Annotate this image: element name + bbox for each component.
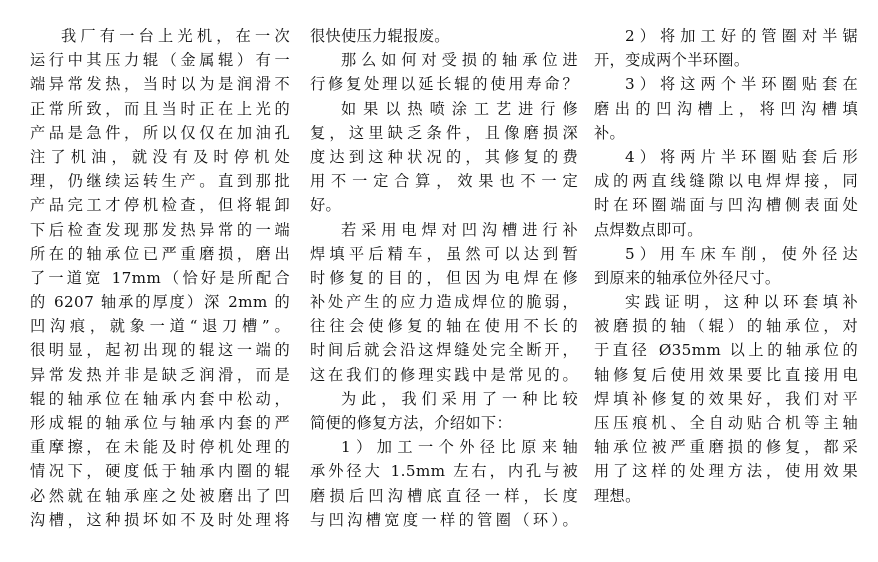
- text-line: 到原来的轴承位外径尺寸。: [594, 268, 781, 287]
- text-line: 点焊数点即可。: [594, 220, 703, 239]
- text-column-1: [30, 24, 290, 532]
- text-column-3: [594, 24, 858, 508]
- text-line: 度达到这种状况的，其修复的费: [310, 147, 578, 166]
- text-line: 5）用车床车削，使外径达: [625, 244, 858, 263]
- text-line: 重摩擦，在未能及时停机处理的: [30, 438, 290, 457]
- text-line: 承外径大 1.5mm 左右，内孔与被: [310, 462, 578, 481]
- text-line: 下后检查发现那发热异常的一端: [30, 220, 290, 239]
- text-line: 2）将加工好的管圈对半锯: [625, 27, 858, 45]
- text-line: 复，这里缺乏条件，且像磨损深: [310, 123, 578, 142]
- text-line: 凹沟痕，就象一道“退刀槽”。: [30, 317, 290, 336]
- text-line: 形成辊的轴承位与轴承内套的严: [30, 414, 290, 432]
- text-line: 如果以热喷涂工艺进行修: [341, 99, 578, 118]
- text-line: 被磨损的轴（辊）的轴承位，对: [594, 317, 858, 336]
- text-line: 时间后就会沿这焊缝处完全断开，: [310, 341, 578, 360]
- text-line: 那么如何对受损的轴承位进: [341, 51, 578, 70]
- text-line: 产品完工才停机检查，但将辊卸: [30, 196, 290, 215]
- text-line: 很明显，起初出现的辊这一端的: [30, 341, 290, 360]
- text-line: 于直径 Ø35mm 以上的轴承位的: [594, 341, 858, 360]
- text-line: 与凹沟槽宽度一样的管圈（环）。: [310, 510, 578, 529]
- text-line: 正常所致，而且当时正在上光的: [30, 99, 290, 118]
- text-column-2: [310, 24, 578, 532]
- text-line: 用了这样的处理方法，使用效果: [594, 462, 858, 481]
- text-line: 压压痕机、全自动贴合机等主轴: [594, 414, 858, 432]
- text-line: 4）将两片半环圈贴套后形: [625, 147, 858, 166]
- text-line: 情况下，硬度低于轴承内圈的辊: [30, 462, 290, 481]
- text-line: 实践证明，这种以环套填补: [625, 293, 858, 312]
- text-line: 用不一定合算，效果也不一定: [310, 172, 578, 191]
- text-line: 时修复的目的，但因为电焊在修: [310, 268, 578, 287]
- text-line: 轴承位被严重磨损的修复，都采: [594, 438, 858, 457]
- text-line: 补。: [594, 123, 626, 142]
- text-line: 磨出的凹沟槽上，将凹沟槽填: [594, 99, 858, 118]
- text-line: 往往会使修复的轴在使用不长的: [310, 317, 578, 336]
- text-line: 成的两直线缝隙以电焊焊接，同: [594, 172, 858, 191]
- text-line: 这在我们的修理实践中是常见的。: [310, 365, 578, 384]
- text-line: 焊填补修复的效果好，我们对平: [594, 389, 858, 408]
- text-line: 1）加工一个外径比原来轴: [341, 438, 578, 457]
- text-line: 磨损后凹沟槽底直径一样，长度: [310, 486, 578, 505]
- text-line: 必然就在轴承座之处被磨出了凹: [30, 486, 290, 505]
- text-line: 理，仍继续运转生产。直到那批: [30, 172, 290, 191]
- text-line: 3）将这两个半环圈贴套在: [625, 75, 858, 94]
- text-line: 轴修复后使用效果要比直接用电: [594, 365, 858, 384]
- text-line: 为此，我们采用了一种比较: [341, 389, 578, 408]
- text-line: 我厂有一台上光机，在一次: [61, 27, 290, 45]
- text-line: 所在的轴承位已严重磨损，磨出: [30, 244, 290, 263]
- text-line: 行修复处理以延长辊的使用寿命？: [310, 75, 578, 94]
- text-line: 产品是急件，所以仅仅在加油孔: [30, 123, 290, 142]
- text-line: 开，变成两个半环圈。: [594, 51, 750, 70]
- text-line: 异常发热并非是缺乏润滑，而是: [30, 365, 290, 384]
- text-line: 好。: [310, 196, 342, 215]
- text-line: 辊的轴承位在轴承内套中松动，: [30, 389, 290, 408]
- text-line: 补处产生的应力造成焊位的脆弱，: [310, 293, 578, 312]
- text-line: 端异常发热，当时以为是润滑不: [30, 75, 290, 94]
- text-line: 沟槽，这种损坏如不及时处理将: [30, 510, 290, 529]
- text-line: 了一道宽 17mm（恰好是所配合: [30, 268, 290, 287]
- text-line: 注了机油，就没有及时停机处: [30, 147, 290, 166]
- text-line: 很快使压力辊报废。: [310, 27, 450, 45]
- text-line: 的 6207 轴承的厚度）深 2mm 的: [30, 293, 290, 312]
- text-line: 焊填平后精车，虽然可以达到暂: [310, 244, 578, 263]
- text-line: 理想。: [594, 486, 641, 505]
- text-line: 运行中其压力辊（金属辊）有一: [30, 51, 290, 70]
- text-line: 时在环圈端面与凹沟槽侧表面处: [594, 196, 858, 215]
- text-line: 若采用电焊对凹沟槽进行补: [341, 220, 578, 239]
- text-line: 简便的修复方法，介绍如下：: [310, 414, 512, 432]
